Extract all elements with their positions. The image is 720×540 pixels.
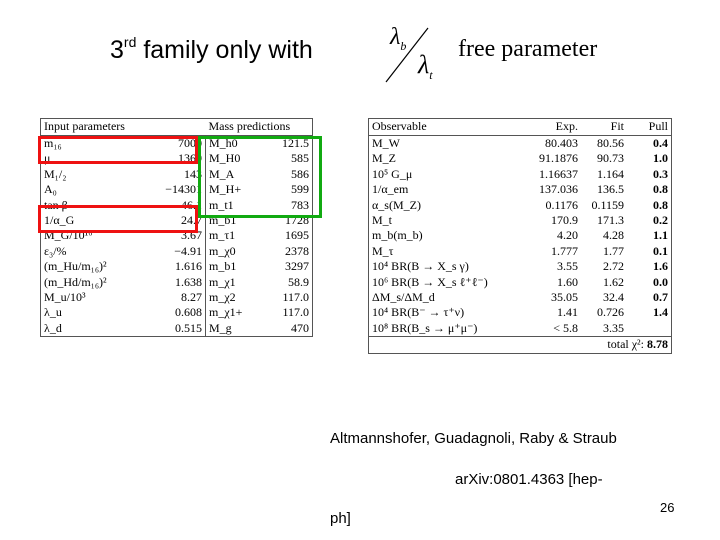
param-name: μ <box>44 151 51 166</box>
fit-value: 4.28 <box>603 228 624 243</box>
pull-value: 1.4 <box>653 305 668 320</box>
obs-table-row <box>369 244 672 259</box>
observable: m_b(m_b) <box>372 228 423 243</box>
pull-value: 1.6 <box>653 259 668 274</box>
observables-table <box>368 118 672 354</box>
mass-value: 470 <box>291 320 309 335</box>
total-value: 8.78 <box>647 337 668 352</box>
observable: M_Z <box>372 151 396 166</box>
obs-header: Observable <box>369 119 526 136</box>
pull-value: 0.0 <box>653 274 668 289</box>
pull-value: 0.3 <box>653 166 668 181</box>
param-value: 3.67 <box>151 228 206 243</box>
fit-value: 0.1159 <box>591 197 624 212</box>
observable: 10⁸ BR(B_s → μ⁺μ⁻) <box>372 320 478 335</box>
mass-value: 117.0 <box>282 305 309 320</box>
param-value: 1.616 <box>151 259 206 274</box>
pull-value: 1.1 <box>653 228 668 243</box>
total-row <box>369 337 672 353</box>
obs-table-row <box>369 305 672 320</box>
title-prefix: 3 <box>110 36 124 64</box>
obs-table-row <box>369 275 672 290</box>
input-table-row <box>41 259 313 274</box>
fit-value: 0.726 <box>597 305 624 320</box>
obs-table-body <box>369 136 672 337</box>
exp-value: 3.55 <box>557 259 578 274</box>
highlight-tanbeta <box>38 205 198 233</box>
param-name: M_G/10¹⁶ <box>44 228 93 243</box>
obs-table-row <box>369 228 672 243</box>
param-value: 143 <box>151 167 206 182</box>
input-table-row <box>41 305 313 320</box>
param-value: 8.27 <box>151 290 206 305</box>
pull-value: 0.2 <box>653 213 668 228</box>
arxiv-reference: arXiv:0801.4363 [hep- <box>455 471 603 488</box>
param-name: M₁/₂ <box>44 166 67 181</box>
fit-value: 171.3 <box>597 213 624 228</box>
param-value: 0.608 <box>151 305 206 320</box>
exp-value: 170.9 <box>551 213 578 228</box>
param-name: λ_d <box>44 320 62 335</box>
free-parameter-label: free parameter <box>458 36 598 62</box>
pull-value: 0.8 <box>653 197 668 212</box>
obs-table-row <box>369 151 672 166</box>
mass-name: M_H0 <box>209 151 241 166</box>
ratio-numerator: $\lambda_b$ <box>390 24 407 53</box>
observable: M_t <box>372 213 393 228</box>
fit-value: 1.164 <box>597 166 624 181</box>
obs-table-row <box>369 259 672 274</box>
exp-value: 4.20 <box>557 228 578 243</box>
mass-value: 58.9 <box>288 274 309 289</box>
input-table-row <box>41 321 313 337</box>
param-value: 1.638 <box>151 275 206 290</box>
title-sup: rd <box>123 34 137 50</box>
obs-table-row <box>369 167 672 182</box>
param-name: tan β <box>44 197 68 212</box>
obs-table-row <box>369 213 672 228</box>
slide-title <box>110 36 313 65</box>
mass-name: M_A <box>209 166 235 181</box>
mass-name: m_τ1 <box>209 228 236 243</box>
param-value: 0.515 <box>151 321 206 337</box>
exp-value: 137.036 <box>539 182 578 197</box>
input-header: Input parameters <box>41 119 206 136</box>
param-value: 7000 <box>151 136 206 152</box>
observable: 1/α_em <box>372 182 409 197</box>
param-name: m₁₆ <box>44 136 62 150</box>
fit-value: 90.73 <box>597 151 624 166</box>
param-name: λ_u <box>44 305 62 320</box>
fit-value: 32.4 <box>603 290 624 305</box>
mass-name: m_t1 <box>209 197 234 212</box>
mass-name: m_χ1 <box>209 274 236 289</box>
exp-header: Exp. <box>525 119 581 136</box>
observable: 10⁶ BR(B → X_s ℓ⁺ℓ⁻) <box>372 274 488 289</box>
param-value: 24.7 <box>151 213 206 228</box>
authors-credit: Altmannshofer, Guadagnoli, Raby & Straub <box>330 430 617 447</box>
param-name: M_u/10³ <box>44 290 86 305</box>
total-label: total χ²: <box>607 337 644 352</box>
mass-value: 783 <box>291 197 309 212</box>
param-value: 1369 <box>151 151 206 166</box>
ratio-denominator: $\lambda_t$ <box>418 50 433 83</box>
obs-table-row <box>369 321 672 337</box>
observable: 10⁵ G_μ <box>372 166 413 181</box>
input-table-row <box>41 244 313 259</box>
param-name: A₀ <box>44 182 57 197</box>
lambda-ratio <box>380 22 440 84</box>
mass-name: m_b1 <box>209 259 237 274</box>
param-value: −14301 <box>151 182 206 197</box>
observable: α_s(M_Z) <box>372 197 421 212</box>
exp-value: 0.1176 <box>545 197 578 212</box>
mass-value: 586 <box>291 166 309 181</box>
mass-name: M_H+ <box>209 182 242 197</box>
observable: 10⁴ BR(B⁻ → τ⁺ν) <box>372 305 465 320</box>
param-value: 46.1 <box>151 198 206 213</box>
mass-name: m_χ2 <box>209 290 236 305</box>
param-name: (m_Hu/m₁₆)² <box>44 259 107 274</box>
exp-value: 91.1876 <box>539 151 578 166</box>
pull-value: 0.7 <box>653 290 668 305</box>
input-table-row <box>41 275 313 290</box>
mass-value: 1695 <box>285 228 309 243</box>
highlight-m16 <box>38 136 198 164</box>
pull-value: 0.1 <box>653 243 668 258</box>
input-table-row <box>41 290 313 305</box>
exp-value: 35.05 <box>551 290 578 305</box>
mass-name: m_χ1+ <box>209 305 243 320</box>
pull-value <box>627 321 672 337</box>
obs-table-row <box>369 182 672 197</box>
param-name: 1/α_G <box>44 213 75 228</box>
observable: 10⁴ BR(B → X_s γ) <box>372 259 469 274</box>
mass-value: 2378 <box>285 243 309 258</box>
fit-value: 1.77 <box>603 243 624 258</box>
pull-value: 0.8 <box>653 182 668 197</box>
mass-value: 585 <box>291 151 309 166</box>
highlight-higgs-masses <box>198 136 322 218</box>
obs-table-row <box>369 198 672 213</box>
pull-value: 0.4 <box>653 136 668 150</box>
exp-value: 1.16637 <box>539 166 578 181</box>
fit-value: 1.62 <box>603 274 624 289</box>
mass-value: 1728 <box>285 213 309 228</box>
mass-value: 3297 <box>285 259 309 274</box>
param-value: −4.91 <box>151 244 206 259</box>
page-number: 26 <box>660 500 675 515</box>
param-name: (m_Hd/m₁₆)² <box>44 274 107 289</box>
exp-value: < 5.8 <box>553 320 578 335</box>
mass-name: M_h0 <box>209 136 238 150</box>
arxiv-reference-tail: ph] <box>330 510 351 527</box>
mass-name: m_b1 <box>209 213 237 228</box>
title-text: family only with <box>143 36 313 64</box>
fit-value: 2.72 <box>603 259 624 274</box>
mass-value: 599 <box>291 182 309 197</box>
mass-name: M_g <box>209 320 232 335</box>
pull-header: Pull <box>627 119 672 136</box>
mass-value: 121.5 <box>282 136 309 150</box>
observable: M_W <box>372 136 400 150</box>
exp-value: 1.41 <box>557 305 578 320</box>
observable: M_τ <box>372 243 394 258</box>
fit-header: Fit <box>581 119 627 136</box>
obs-table-row <box>369 290 672 305</box>
fit-value: 136.5 <box>597 182 624 197</box>
pull-value: 1.0 <box>653 151 668 166</box>
mass-name: m_χ0 <box>209 243 236 258</box>
obs-table-row <box>369 136 672 152</box>
observable: ΔM_s/ΔM_d <box>372 290 435 305</box>
exp-value: 80.403 <box>545 136 578 150</box>
fit-value: 80.56 <box>597 136 624 150</box>
exp-value: 1.777 <box>551 243 578 258</box>
exp-value: 1.60 <box>557 274 578 289</box>
mass-header: Mass predictions <box>206 119 313 136</box>
mass-value: 117.0 <box>282 290 309 305</box>
fit-value: 3.35 <box>603 320 624 335</box>
param-name: ε₃/% <box>44 243 67 258</box>
